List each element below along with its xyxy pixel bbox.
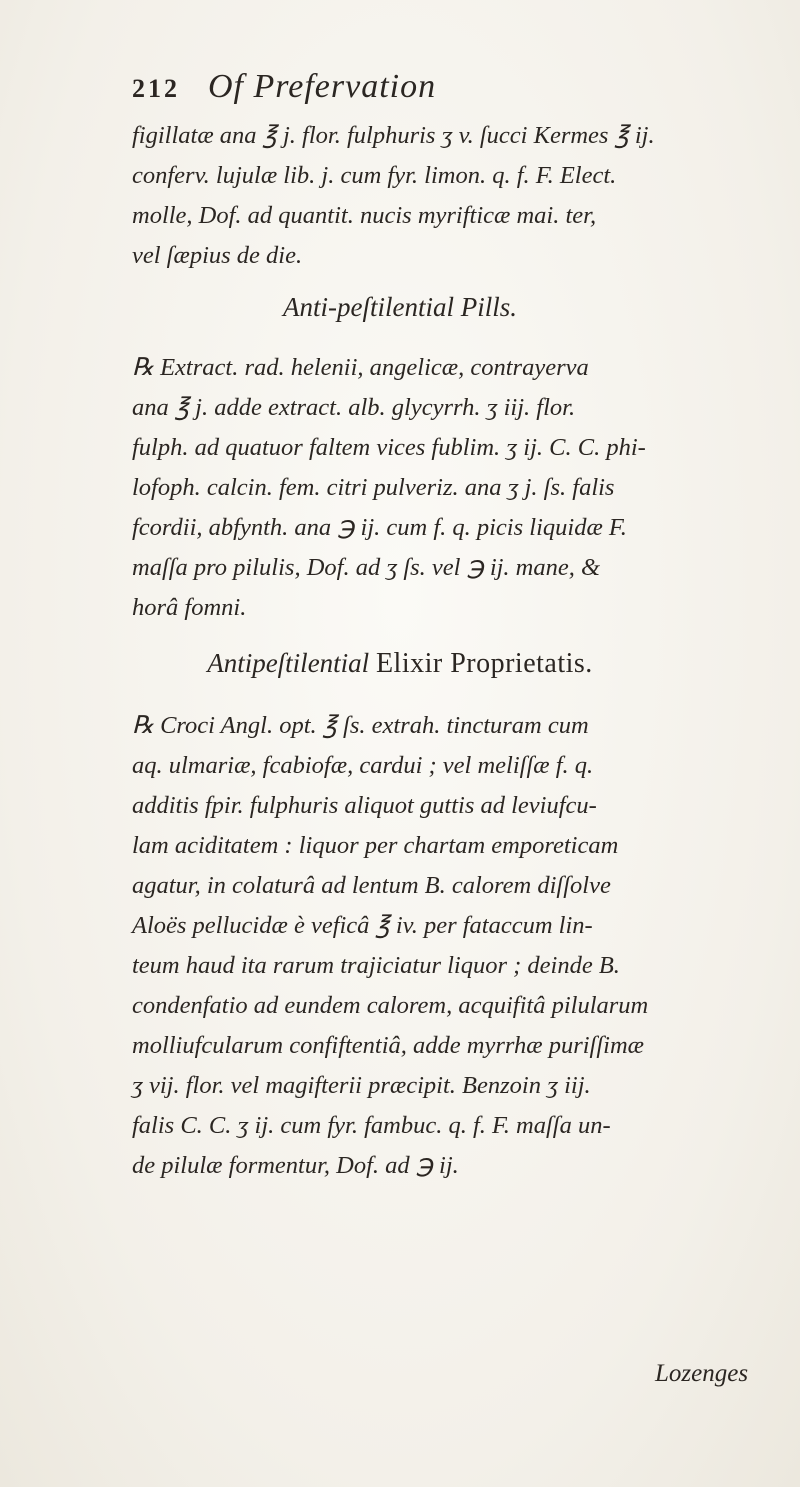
text-line: horâ fomni. <box>132 594 247 621</box>
text-line: ℞ Croci Angl. opt. ℥ ſs. extrah. tincturam cum <box>132 712 589 739</box>
text-line: de pilulæ formentur, Dof. ad ℈ ij. <box>132 1152 459 1179</box>
text-line: falis C. C. ʒ ij. cum fyr. fambuc. q. f. F. maſſa un- <box>132 1112 611 1139</box>
text-line: additis fpir. fulphuris aliquot guttis ad leviufcu- <box>132 792 597 819</box>
page-number: 212 <box>132 74 180 103</box>
text-line: ana ℥ j. adde extract. alb. glycyrrh. ʒ iij. flor. <box>132 394 576 421</box>
text-line: teum haud ita rarum trajiciatur liquor ; deinde B. <box>132 952 620 979</box>
text-line: aq. ulmariæ, fcabiofæ, cardui ; vel meliſſæ f. q. <box>132 752 594 779</box>
pills-paragraph <box>132 348 752 628</box>
running-header <box>132 68 436 106</box>
elixir-heading-italic: Antipeſtilential <box>207 648 370 678</box>
text-line: fulph. ad quatuor faltem vices fublim. ʒ ij. C. C. phi- <box>132 434 646 461</box>
elixir-heading-roman: Elixir Proprietatis. <box>375 648 593 679</box>
text-line: condenfatio ad eundem calorem, acquifitâ pilularum <box>132 992 649 1019</box>
intro-paragraph <box>132 116 752 276</box>
text-line: Aloës pellucidæ è veficâ ℥ iv. per fataccum lin- <box>132 912 593 939</box>
elixir-paragraph <box>132 706 752 1186</box>
text-line: maſſa pro pilulis, Dof. ad ʒ ſs. vel ℈ ij. mane, & <box>132 554 601 581</box>
text-line: lam aciditatem : liquor per chartam emporeticam <box>132 832 619 859</box>
elixir-heading <box>0 648 800 680</box>
text-line: conferv. lujulæ lib. j. cum fyr. limon. q. f. F. Elect. <box>132 162 617 189</box>
text-line: figillatæ ana ℥ j. flor. fulphuris ʒ v. ſucci Kermes ℥ ij. <box>132 122 655 149</box>
text-line: ʒ vij. flor. vel magifterii præcipit. Benzoin ʒ iij. <box>132 1072 591 1099</box>
text-line: molle, Dof. ad quantit. nucis myrifticæ mai. ter, <box>132 202 597 229</box>
text-line: agatur, in colaturâ ad lentum B. calorem diſſolve <box>132 872 611 899</box>
pills-heading: Anti-peſtilential Pills. <box>283 292 517 322</box>
text-line: fcordii, abfynth. ana ℈ ij. cum f. q. picis liquidæ F. <box>132 514 627 541</box>
text-line: ℞ Extract. rad. helenii, angelicæ, contrayerva <box>132 354 589 381</box>
catchword: Lozenges <box>655 1360 749 1387</box>
text-line: lofoph. calcin. fem. citri pulveriz. ana ʒ j. ſs. falis <box>132 474 615 501</box>
text-line: molliufcularum confiftentiâ, adde myrrhæ puriſſimæ <box>132 1032 644 1059</box>
running-title: Of Prefervation <box>208 68 437 105</box>
text-line: vel ſæpius de die. <box>132 242 303 269</box>
